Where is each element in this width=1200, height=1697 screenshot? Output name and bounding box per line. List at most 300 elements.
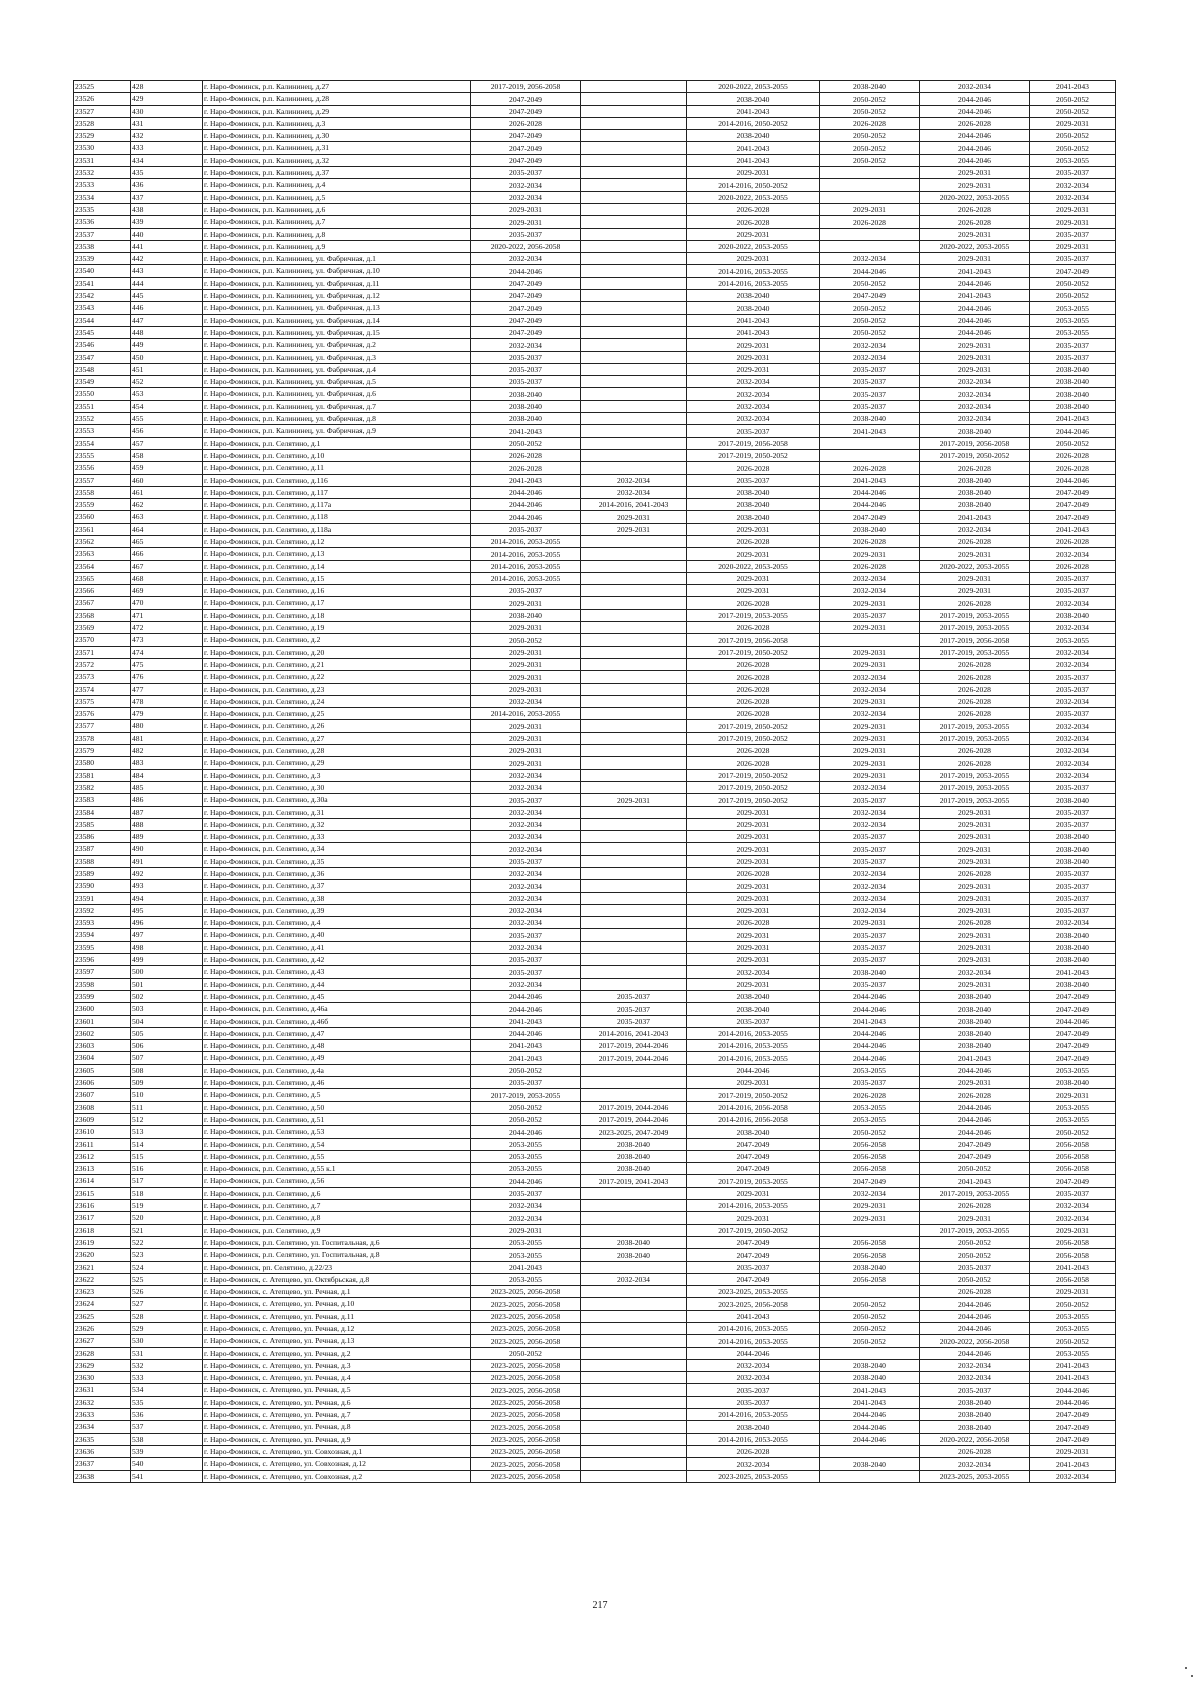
period-cell: 2047-2049 xyxy=(1030,1040,1116,1052)
period-cell: 2026-2028 xyxy=(920,1286,1030,1298)
row-id-cell: 23629 xyxy=(74,1359,131,1371)
address-cell: г. Наро-Фоминск, р.п. Селятино, д.4 xyxy=(203,917,471,929)
period-cell: 2041-2043 xyxy=(687,1310,820,1322)
period-cell: 2044-2046 xyxy=(471,1175,581,1187)
table-row xyxy=(74,1261,1116,1273)
table-row xyxy=(74,1003,1116,1015)
table-row xyxy=(74,831,1116,843)
period-cell xyxy=(581,1200,687,1212)
row-number-cell: 527 xyxy=(131,1298,203,1310)
period-cell: 2032-2034 xyxy=(920,413,1030,425)
period-cell: 2032-2034 xyxy=(820,253,920,265)
row-id-cell: 23554 xyxy=(74,437,131,449)
period-cell: 2035-2037 xyxy=(581,990,687,1002)
row-id-cell: 23577 xyxy=(74,720,131,732)
table-row xyxy=(74,523,1116,535)
table-row xyxy=(74,609,1116,621)
period-cell: 2032-2034 xyxy=(471,831,581,843)
period-cell xyxy=(581,585,687,597)
period-cell: 2041-2043 xyxy=(920,265,1030,277)
period-cell: 2053-2055 xyxy=(820,1113,920,1125)
table-row xyxy=(74,1052,1116,1064)
period-cell: 2023-2025, 2056-2058 xyxy=(471,1421,581,1433)
period-cell: 2032-2034 xyxy=(471,253,581,265)
period-cell xyxy=(581,105,687,117)
period-cell: 2020-2022, 2053-2055 xyxy=(687,191,820,203)
period-cell: 2032-2034 xyxy=(471,1212,581,1224)
table-row xyxy=(74,339,1116,351)
period-cell: 2053-2055 xyxy=(1030,1101,1116,1113)
row-number-cell: 511 xyxy=(131,1101,203,1113)
period-cell: 2029-2031 xyxy=(687,1212,820,1224)
period-cell: 2026-2028 xyxy=(920,745,1030,757)
row-number-cell: 494 xyxy=(131,892,203,904)
period-cell: 2038-2040 xyxy=(920,990,1030,1002)
row-number-cell: 516 xyxy=(131,1163,203,1175)
row-number-cell: 524 xyxy=(131,1261,203,1273)
period-cell: 2044-2046 xyxy=(820,1003,920,1015)
table-row xyxy=(74,1322,1116,1334)
row-id-cell: 23574 xyxy=(74,683,131,695)
period-cell: 2047-2049 xyxy=(1030,1433,1116,1445)
row-number-cell: 522 xyxy=(131,1236,203,1248)
period-cell: 2017-2019, 2050-2052 xyxy=(687,781,820,793)
period-cell xyxy=(581,179,687,191)
period-cell: 2032-2034 xyxy=(1030,548,1116,560)
period-cell xyxy=(581,81,687,93)
period-cell: 2026-2028 xyxy=(471,117,581,129)
period-cell: 2026-2028 xyxy=(1030,449,1116,461)
address-cell: г. Наро-Фоминск, с. Атепцево, ул. Речная, д.2 xyxy=(203,1347,471,1359)
period-cell: 2038-2040 xyxy=(687,302,820,314)
address-cell: г. Наро-Фоминск, р.п. Калининец, ул. Фабричная, д.5 xyxy=(203,376,471,388)
period-cell: 2029-2031 xyxy=(687,351,820,363)
period-cell: 2032-2034 xyxy=(820,339,920,351)
period-cell xyxy=(581,892,687,904)
period-cell: 2026-2028 xyxy=(920,683,1030,695)
period-cell: 2041-2043 xyxy=(920,290,1030,302)
period-cell: 2032-2034 xyxy=(687,1458,820,1470)
period-cell: 2017-2019, 2041-2043 xyxy=(581,1175,687,1187)
table-row xyxy=(74,1236,1116,1248)
period-cell: 2044-2046 xyxy=(920,154,1030,166)
period-cell: 2026-2028 xyxy=(920,203,1030,215)
table-row xyxy=(74,351,1116,363)
period-cell xyxy=(581,413,687,425)
address-cell: г. Наро-Фоминск, р.п. Селятино, д.46а xyxy=(203,1003,471,1015)
row-number-cell: 480 xyxy=(131,720,203,732)
table-row xyxy=(74,265,1116,277)
row-id-cell: 23529 xyxy=(74,130,131,142)
table-row xyxy=(74,130,1116,142)
row-number-cell: 505 xyxy=(131,1027,203,1039)
period-cell: 2047-2049 xyxy=(920,1150,1030,1162)
row-number-cell: 465 xyxy=(131,535,203,547)
period-cell: 2023-2025, 2056-2058 xyxy=(471,1335,581,1347)
period-cell: 2029-2031 xyxy=(687,818,820,830)
period-cell: 2035-2037 xyxy=(471,929,581,941)
period-cell: 2050-2052 xyxy=(1030,105,1116,117)
row-id-cell: 23606 xyxy=(74,1077,131,1089)
period-cell: 2014-2016, 2053-2055 xyxy=(687,1322,820,1334)
period-cell: 2050-2052 xyxy=(1030,93,1116,105)
table-row xyxy=(74,93,1116,105)
table-row xyxy=(74,880,1116,892)
row-id-cell: 23600 xyxy=(74,1003,131,1015)
row-id-cell: 23573 xyxy=(74,671,131,683)
period-cell: 2017-2019, 2053-2055 xyxy=(920,781,1030,793)
row-id-cell: 23612 xyxy=(74,1150,131,1162)
period-cell: 2032-2034 xyxy=(820,683,920,695)
period-cell: 2032-2034 xyxy=(1030,917,1116,929)
period-cell: 2029-2031 xyxy=(1030,1286,1116,1298)
period-cell: 2017-2019, 2050-2052 xyxy=(687,769,820,781)
row-number-cell: 441 xyxy=(131,240,203,252)
period-cell: 2038-2040 xyxy=(1030,954,1116,966)
period-cell: 2035-2037 xyxy=(820,941,920,953)
row-number-cell: 444 xyxy=(131,277,203,289)
period-cell xyxy=(581,154,687,166)
period-cell xyxy=(581,695,687,707)
period-cell: 2032-2034 xyxy=(820,868,920,880)
period-cell xyxy=(581,1409,687,1421)
period-cell: 2038-2040 xyxy=(920,1409,1030,1421)
address-cell: г. Наро-Фоминск, р.п. Селятино, д.31 xyxy=(203,806,471,818)
period-cell: 2032-2034 xyxy=(471,769,581,781)
row-number-cell: 504 xyxy=(131,1015,203,1027)
period-cell: 2044-2046 xyxy=(471,1027,581,1039)
period-cell: 2047-2049 xyxy=(687,1138,820,1150)
period-cell: 2038-2040 xyxy=(471,413,581,425)
period-cell: 2044-2046 xyxy=(687,1064,820,1076)
period-cell: 2035-2037 xyxy=(1030,572,1116,584)
period-cell: 2047-2049 xyxy=(687,1163,820,1175)
period-cell: 2017-2019, 2056-2058 xyxy=(920,437,1030,449)
period-cell: 2029-2031 xyxy=(920,831,1030,843)
address-cell: г. Наро-Фоминск, р.п. Селятино, д.54 xyxy=(203,1138,471,1150)
row-number-cell: 484 xyxy=(131,769,203,781)
period-cell: 2035-2037 xyxy=(471,966,581,978)
row-id-cell: 23582 xyxy=(74,781,131,793)
period-cell xyxy=(581,290,687,302)
period-cell: 2035-2037 xyxy=(471,376,581,388)
period-cell: 2047-2049 xyxy=(471,277,581,289)
row-id-cell: 23623 xyxy=(74,1286,131,1298)
row-id-cell: 23614 xyxy=(74,1175,131,1187)
period-cell: 2026-2028 xyxy=(820,117,920,129)
row-number-cell: 492 xyxy=(131,868,203,880)
row-number-cell: 491 xyxy=(131,855,203,867)
period-cell: 2035-2037 xyxy=(920,1261,1030,1273)
period-cell xyxy=(581,1347,687,1359)
period-cell: 2044-2046 xyxy=(820,1027,920,1039)
address-cell: г. Наро-Фоминск, р.п. Селятино, д.24 xyxy=(203,695,471,707)
period-cell: 2035-2037 xyxy=(471,794,581,806)
period-cell: 2047-2049 xyxy=(1030,1027,1116,1039)
scan-speck xyxy=(1185,1667,1187,1669)
period-cell xyxy=(581,634,687,646)
table-row xyxy=(74,314,1116,326)
period-cell: 2041-2043 xyxy=(687,154,820,166)
period-cell: 2029-2031 xyxy=(687,806,820,818)
period-cell: 2026-2028 xyxy=(920,535,1030,547)
row-id-cell: 23567 xyxy=(74,597,131,609)
period-cell: 2017-2019, 2044-2046 xyxy=(581,1052,687,1064)
period-cell: 2044-2046 xyxy=(920,142,1030,154)
period-cell: 2038-2040 xyxy=(687,1421,820,1433)
period-cell xyxy=(581,572,687,584)
address-cell: г. Наро-Фоминск, с. Атепцево, ул. Речная, д.4 xyxy=(203,1372,471,1384)
period-cell xyxy=(581,167,687,179)
address-cell: г. Наро-Фоминск, р.п. Калининец, ул. Фабричная, д.3 xyxy=(203,351,471,363)
address-cell: г. Наро-Фоминск, р.п. Селятино, д.32 xyxy=(203,818,471,830)
period-cell: 2032-2034 xyxy=(1030,597,1116,609)
table-row xyxy=(74,1396,1116,1408)
period-cell: 2026-2028 xyxy=(687,683,820,695)
period-cell: 2032-2034 xyxy=(820,1187,920,1199)
address-cell: г. Наро-Фоминск, р.п. Селятино, д.1 xyxy=(203,437,471,449)
period-cell: 2056-2058 xyxy=(1030,1138,1116,1150)
table-row xyxy=(74,81,1116,93)
address-cell: г. Наро-Фоминск, р.п. Селятино, д.41 xyxy=(203,941,471,953)
row-number-cell: 496 xyxy=(131,917,203,929)
period-cell: 2035-2037 xyxy=(1030,818,1116,830)
row-number-cell: 461 xyxy=(131,486,203,498)
table-row xyxy=(74,1175,1116,1187)
period-cell: 2047-2049 xyxy=(820,511,920,523)
period-cell: 2020-2022, 2053-2055 xyxy=(920,560,1030,572)
period-cell: 2029-2031 xyxy=(581,523,687,535)
period-cell: 2053-2055 xyxy=(1030,154,1116,166)
period-cell: 2014-2016, 2053-2055 xyxy=(471,548,581,560)
table-row xyxy=(74,634,1116,646)
period-cell: 2035-2037 xyxy=(1030,806,1116,818)
table-row xyxy=(74,1126,1116,1138)
period-cell: 2026-2028 xyxy=(687,695,820,707)
period-cell: 2017-2019, 2056-2058 xyxy=(920,634,1030,646)
period-cell: 2023-2025, 2056-2058 xyxy=(471,1409,581,1421)
table-row xyxy=(74,597,1116,609)
period-cell: 2044-2046 xyxy=(920,1322,1030,1334)
row-number-cell: 489 xyxy=(131,831,203,843)
table-row xyxy=(74,499,1116,511)
period-cell: 2023-2025, 2056-2058 xyxy=(687,1298,820,1310)
period-cell: 2050-2052 xyxy=(1030,290,1116,302)
row-number-cell: 460 xyxy=(131,474,203,486)
period-cell: 2029-2031 xyxy=(820,745,920,757)
row-number-cell: 518 xyxy=(131,1187,203,1199)
row-number-cell: 497 xyxy=(131,929,203,941)
row-number-cell: 452 xyxy=(131,376,203,388)
period-cell xyxy=(581,1470,687,1482)
period-cell: 2053-2055 xyxy=(1030,1310,1116,1322)
period-cell: 2014-2016, 2053-2055 xyxy=(687,265,820,277)
period-cell: 2029-2031 xyxy=(687,954,820,966)
row-id-cell: 23589 xyxy=(74,868,131,880)
period-cell: 2032-2034 xyxy=(687,400,820,412)
period-cell: 2056-2058 xyxy=(820,1236,920,1248)
address-cell: г. Наро-Фоминск, р.п. Селятино, д.35 xyxy=(203,855,471,867)
period-cell: 2026-2028 xyxy=(920,1089,1030,1101)
table-row xyxy=(74,203,1116,215)
address-cell: г. Наро-Фоминск, р.п. Селятино, д.4а xyxy=(203,1064,471,1076)
period-cell xyxy=(820,1445,920,1457)
address-cell: г. Наро-Фоминск, р.п. Селятино, д.14 xyxy=(203,560,471,572)
period-cell: 2050-2052 xyxy=(820,1310,920,1322)
row-number-cell: 479 xyxy=(131,708,203,720)
period-cell: 2032-2034 xyxy=(920,1359,1030,1371)
period-cell: 2044-2046 xyxy=(920,302,1030,314)
period-cell: 2035-2037 xyxy=(471,954,581,966)
table-row xyxy=(74,363,1116,375)
period-cell: 2023-2025, 2053-2055 xyxy=(687,1286,820,1298)
period-cell: 2032-2034 xyxy=(1030,1212,1116,1224)
period-cell: 2038-2040 xyxy=(820,523,920,535)
row-number-cell: 440 xyxy=(131,228,203,240)
row-id-cell: 23598 xyxy=(74,978,131,990)
address-cell: г. Наро-Фоминск, р.п. Селятино, д.34 xyxy=(203,843,471,855)
row-number-cell: 532 xyxy=(131,1359,203,1371)
period-cell: 2026-2028 xyxy=(687,671,820,683)
period-cell: 2032-2034 xyxy=(1030,646,1116,658)
table-row xyxy=(74,376,1116,388)
period-cell: 2032-2034 xyxy=(687,376,820,388)
row-number-cell: 486 xyxy=(131,794,203,806)
period-cell: 2029-2031 xyxy=(920,818,1030,830)
period-cell: 2038-2040 xyxy=(471,609,581,621)
address-cell: г. Наро-Фоминск, р.п. Калининец, ул. Фабричная, д.9 xyxy=(203,425,471,437)
row-number-cell: 485 xyxy=(131,781,203,793)
period-cell: 2041-2043 xyxy=(687,142,820,154)
period-cell: 2032-2034 xyxy=(471,339,581,351)
address-cell: г. Наро-Фоминск, с. Атепцево, ул. Совхозная, д.1 xyxy=(203,1445,471,1457)
period-cell: 2032-2034 xyxy=(687,1359,820,1371)
period-cell: 2041-2043 xyxy=(471,1052,581,1064)
row-number-cell: 434 xyxy=(131,154,203,166)
period-cell: 2014-2016, 2053-2055 xyxy=(471,560,581,572)
address-cell: г. Наро-Фоминск, р.п. Селятино, д.25 xyxy=(203,708,471,720)
period-cell: 2032-2034 xyxy=(687,1372,820,1384)
table-row xyxy=(74,966,1116,978)
period-cell: 2032-2034 xyxy=(920,81,1030,93)
table-row xyxy=(74,228,1116,240)
period-cell: 2026-2028 xyxy=(1030,535,1116,547)
row-number-cell: 536 xyxy=(131,1409,203,1421)
period-cell: 2035-2037 xyxy=(687,1261,820,1273)
period-cell: 2044-2046 xyxy=(920,1126,1030,1138)
row-id-cell: 23559 xyxy=(74,499,131,511)
period-cell: 2029-2031 xyxy=(687,1187,820,1199)
row-number-cell: 535 xyxy=(131,1396,203,1408)
period-cell: 2053-2055 xyxy=(1030,314,1116,326)
period-cell: 2014-2016, 2053-2055 xyxy=(687,1052,820,1064)
address-cell: г. Наро-Фоминск, с. Атепцево, ул. Речная, д.5 xyxy=(203,1384,471,1396)
period-cell: 2029-2031 xyxy=(471,216,581,228)
period-cell: 2044-2046 xyxy=(920,1064,1030,1076)
period-cell: 2017-2019, 2053-2055 xyxy=(687,1175,820,1187)
period-cell: 2050-2052 xyxy=(820,1298,920,1310)
row-number-cell: 476 xyxy=(131,671,203,683)
table-row xyxy=(74,1421,1116,1433)
address-cell: г. Наро-Фоминск, р.п. Калининец, д.27 xyxy=(203,81,471,93)
row-id-cell: 23557 xyxy=(74,474,131,486)
period-cell: 2029-2031 xyxy=(920,1077,1030,1089)
row-number-cell: 448 xyxy=(131,326,203,338)
period-cell xyxy=(820,449,920,461)
address-cell: г. Наро-Фоминск, р.п. Селятино, д.6 xyxy=(203,1187,471,1199)
period-cell: 2032-2034 xyxy=(1030,1200,1116,1212)
period-cell: 2038-2040 xyxy=(1030,1077,1116,1089)
period-cell: 2017-2019, 2056-2058 xyxy=(687,437,820,449)
period-cell: 2035-2037 xyxy=(471,228,581,240)
address-cell: г. Наро-Фоминск, р.п. Селятино, д.55 xyxy=(203,1150,471,1162)
period-cell: 2026-2028 xyxy=(920,708,1030,720)
row-id-cell: 23607 xyxy=(74,1089,131,1101)
period-cell: 2029-2031 xyxy=(687,855,820,867)
period-cell: 2053-2055 xyxy=(471,1273,581,1285)
table-row xyxy=(74,1458,1116,1470)
period-cell xyxy=(581,757,687,769)
period-cell: 2026-2028 xyxy=(920,1200,1030,1212)
period-cell: 2050-2052 xyxy=(471,437,581,449)
period-cell: 2041-2043 xyxy=(687,314,820,326)
period-cell: 2029-2031 xyxy=(687,1077,820,1089)
address-cell: г. Наро-Фоминск, р.п. Селятино, д.8 xyxy=(203,1212,471,1224)
period-cell xyxy=(581,302,687,314)
table-row xyxy=(74,1286,1116,1298)
period-cell: 2029-2031 xyxy=(920,167,1030,179)
period-cell: 2017-2019, 2044-2046 xyxy=(581,1101,687,1113)
row-number-cell: 529 xyxy=(131,1322,203,1334)
table-row xyxy=(74,646,1116,658)
period-cell: 2035-2037 xyxy=(687,474,820,486)
period-cell: 2041-2043 xyxy=(920,1052,1030,1064)
period-cell: 2032-2034 xyxy=(687,413,820,425)
period-cell: 2017-2019, 2056-2058 xyxy=(471,81,581,93)
row-id-cell: 23609 xyxy=(74,1113,131,1125)
period-cell xyxy=(820,1224,920,1236)
address-cell: г. Наро-Фоминск, р.п. Селятино, д.37 xyxy=(203,880,471,892)
table-row xyxy=(74,1409,1116,1421)
period-cell: 2020-2022, 2053-2055 xyxy=(687,240,820,252)
row-id-cell: 23610 xyxy=(74,1126,131,1138)
address-cell: г. Наро-Фоминск, с. Атепцево, ул. Речная, д.7 xyxy=(203,1409,471,1421)
period-cell: 2023-2025, 2056-2058 xyxy=(471,1372,581,1384)
period-cell: 2053-2055 xyxy=(471,1150,581,1162)
row-id-cell: 23533 xyxy=(74,179,131,191)
table-row xyxy=(74,474,1116,486)
address-cell: г. Наро-Фоминск, с. Атепцево, ул. Речная, д.8 xyxy=(203,1421,471,1433)
period-cell: 2035-2037 xyxy=(1030,892,1116,904)
period-cell: 2038-2040 xyxy=(581,1163,687,1175)
row-number-cell: 467 xyxy=(131,560,203,572)
period-cell: 2038-2040 xyxy=(687,290,820,302)
table-row xyxy=(74,1089,1116,1101)
address-cell: г. Наро-Фоминск, р.п. Селятино, д.48 xyxy=(203,1040,471,1052)
period-cell: 2041-2043 xyxy=(820,425,920,437)
schedule-table xyxy=(73,80,1116,1483)
period-cell: 2038-2040 xyxy=(687,486,820,498)
period-cell: 2032-2034 xyxy=(820,892,920,904)
period-cell: 2035-2037 xyxy=(1030,781,1116,793)
row-id-cell: 23541 xyxy=(74,277,131,289)
period-cell: 2014-2016, 2056-2058 xyxy=(687,1101,820,1113)
row-number-cell: 501 xyxy=(131,978,203,990)
row-number-cell: 526 xyxy=(131,1286,203,1298)
period-cell: 2029-2031 xyxy=(687,843,820,855)
period-cell: 2029-2031 xyxy=(687,978,820,990)
period-cell: 2047-2049 xyxy=(1030,486,1116,498)
